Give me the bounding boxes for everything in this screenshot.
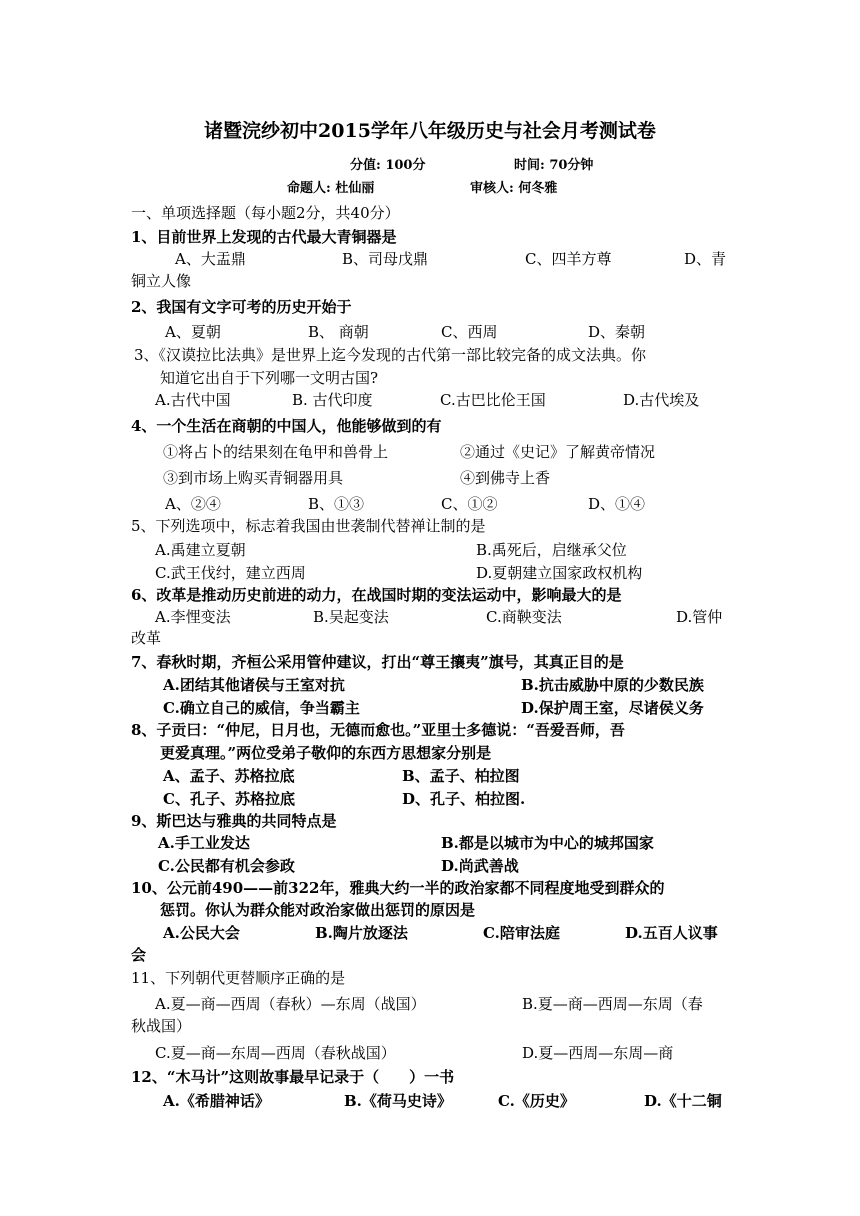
time-info: 时间: 70分钟 (514, 158, 594, 173)
q9-option-c: C.公民都有机会参政 (158, 857, 295, 875)
q4-item-2: ②通过《史记》了解黄帝情况 (460, 443, 656, 461)
q8-option-b: B、孟子、柏拉图 (402, 767, 520, 785)
q9-option-d: D.尚武善战 (441, 857, 519, 875)
q8-stem: 8、子贡曰：“仲尼，日月也，无德而愈也。”亚里士多德说：“吾爱吾师，吾 (131, 721, 625, 739)
exam-title: 诸暨浣纱初中2015学年八年级历史与社会月考测试卷 (204, 120, 656, 142)
q10-option-a: A.公民大会 (163, 924, 240, 942)
q12-option-a: A.《希腊神话》 (163, 1092, 270, 1110)
q4-option-b: B、①③ (308, 495, 365, 513)
q4-option-d: D、①④ (588, 495, 646, 513)
q4-option-c: C、①② (441, 495, 498, 513)
q12-option-d: D.《十二铜 (644, 1092, 722, 1110)
q12-stem: 12、“木马计”这则故事最早记录于（ ）一书 (131, 1068, 455, 1086)
section-heading: 一、单项选择题（每小题2分，共40分） (131, 204, 400, 222)
q8-option-c: C、孔子、苏格拉底 (163, 790, 295, 808)
q1-option-a: A、大盂鼎 (175, 250, 246, 268)
q2-option-a: A、夏朝 (165, 323, 221, 341)
q6-stem: 6、改革是推动历史前进的动力，在战国时期的变法运动中，影响最大的是 (131, 586, 622, 604)
q5-option-d: D.夏朝建立国家政权机构 (476, 564, 643, 582)
q2-stem: 2、我国有文字可考的历史开始于 (131, 298, 352, 316)
q5-option-a: A.禹建立夏朝 (155, 541, 246, 559)
q11-stem: 11、下列朝代更替顺序正确的是 (131, 969, 346, 987)
q9-option-a: A.手工业发达 (158, 834, 250, 852)
q6-option-c: C.商鞅变法 (486, 608, 562, 626)
reviewer-info: 审核人: 何冬雅 (470, 181, 558, 196)
q3-stem-cont: 知道它出自于下列哪一文明古国? (160, 369, 379, 387)
q1-option-d: D、青 (684, 250, 727, 268)
q3-option-b: B. 古代印度 (292, 391, 373, 409)
q12-option-c: C.《历史》 (498, 1092, 575, 1110)
q7-option-a: A.团结其他诸侯与王室对抗 (163, 676, 345, 694)
q2-option-c: C、西周 (441, 323, 498, 341)
q7-stem: 7、春秋时期，齐桓公采用管仲建议，打出“尊王攘夷”旗号，其真正目的是 (131, 653, 624, 671)
q4-item-1: ①将占卜的结果刻在龟甲和兽骨上 (163, 443, 389, 461)
q11-option-b: B.夏—商—西周—东周（春 (522, 995, 703, 1013)
q9-stem: 9、斯巴达与雅典的共同特点是 (131, 812, 337, 830)
q6-option-b: B.吴起变法 (313, 608, 389, 626)
q3-option-a: A.古代中国 (155, 391, 231, 409)
q1-option-b: B、司母戊鼎 (342, 250, 429, 268)
q5-option-c: C.武王伐纣，建立西周 (155, 564, 306, 582)
author-info: 命题人: 杜仙丽 (287, 181, 375, 196)
q4-option-a: A、②④ (165, 495, 221, 513)
q10-stem-cont: 惩罚。你认为群众能对政治家做出惩罚的原因是 (160, 901, 476, 919)
q11-option-b-cont: 秋战国） (131, 1017, 192, 1035)
q10-option-d-cont: 会 (131, 946, 147, 964)
q4-stem: 4、一个生活在商朝的中国人，他能够做到的有 (131, 417, 442, 435)
q6-option-a: A.李悝变法 (155, 608, 231, 626)
q6-option-d: D.管仲 (676, 608, 723, 626)
q5-stem: 5、下列选项中，标志着我国由世袭制代替禅让制的是 (131, 517, 486, 535)
q12-option-b: B.《荷马史诗》 (344, 1092, 452, 1110)
q7-option-d: D.保护周王室，尽诸侯义务 (521, 699, 704, 717)
score-info: 分值: 100分 (350, 158, 426, 173)
q7-option-c: C.确立自己的威信，争当霸主 (163, 699, 360, 717)
q11-option-c: C.夏—商—东周—西周（春秋战国） (155, 1044, 396, 1062)
q11-option-a: A.夏—商—西周（春秋）—东周（战国） (155, 995, 426, 1013)
q1-option-c: C、四羊方尊 (525, 250, 612, 268)
q6-option-d-cont: 改革 (131, 629, 162, 647)
q7-option-b: B.抗击威胁中原的少数民族 (521, 676, 704, 694)
q10-option-b: B.陶片放逐法 (315, 924, 408, 942)
q8-stem-cont: 更爱真理。”两位受弟子敬仰的东西方思想家分别是 (160, 744, 492, 762)
q11-option-d: D.夏—西周—东周—商 (522, 1044, 674, 1062)
q10-option-d: D.五百人议事 (625, 924, 718, 942)
q2-option-d: D、秦朝 (588, 323, 646, 341)
q3-option-c: C.古巴比伦王国 (440, 391, 546, 409)
q4-item-4: ④到佛寺上香 (460, 469, 551, 487)
q8-option-d: D、孔子、柏拉图. (402, 790, 526, 808)
q9-option-b: B.都是以城市为中心的城邦国家 (441, 834, 654, 852)
q1-stem: 1、目前世界上发现的古代最大青铜器是 (131, 228, 397, 246)
q3-option-d: D.古代埃及 (623, 391, 700, 409)
q3-stem: 3、《汉谟拉比法典》是世界上迄今发现的古代第一部比较完备的成文法典。你 (134, 346, 647, 364)
q5-option-b: B.禹死后，启继承父位 (476, 541, 627, 559)
q1-option-d-cont: 铜立人像 (131, 272, 192, 290)
q10-option-c: C.陪审法庭 (483, 924, 560, 942)
q10-stem: 10、公元前490——前322年，雅典大约一半的政治家都不同程度地受到群众的 (131, 879, 665, 897)
q2-option-b: B、 商朝 (308, 323, 369, 341)
q8-option-a: A、孟子、苏格拉底 (163, 767, 295, 785)
q4-item-3: ③到市场上购买青铜器用具 (163, 469, 344, 487)
